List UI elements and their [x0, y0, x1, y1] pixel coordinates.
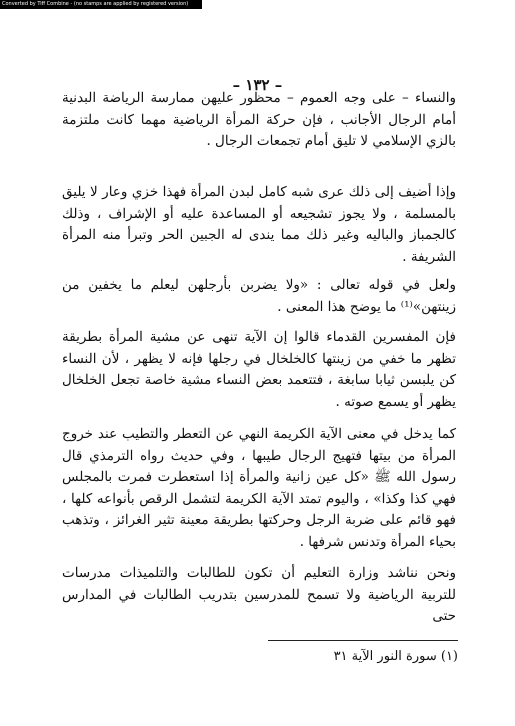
paragraph-2: وإذا أضيف إلى ذلك عرى شبه كامل لبدن المرأة فهذا خزي وعار لا يليق بالمسلمة ، ولا يجوز تشجيعه أو المساعدة عليه أو الإشراف ، وذلك كالجمباز والباليه وغير ذلك مما يندى له الجبين الحر وتبرأ منه المرأة الشريفة .	[62, 184, 456, 265]
converter-banner: Converted by Tiff Combine - (no stamps are applied by registered version)	[0, 0, 202, 9]
paragraph-6-wrap	[62, 563, 456, 628]
paragraph-5: كما يدخل في معنى الآية الكريمة النهي عن التعطر والتطيب عند خروج المرأة من بيتها فتهيج الرجال طيبها ، وفي حديث رواه الترمذي قال رسول الله ﷺ «كل عين زانية والمرأة إذا استعطرت فمرت بالمجلس فهي كذا وكذا» ، واليوم تمتد الآية الكريمة لتشمل الرقص بأنواعه كلها ، فهو قائم على ضربة الرجل وحركتها بطريقة معينة تثير الغرائز ، وتذهب بحياء المرأة وتدنس شرفها .	[62, 426, 456, 550]
paragraph-3: ولعل في قوله تعالى : «ولا يضربن بأرجلهن ليعلم ما يخفين من زينتهن»⁽¹⁾ ما يوضح هذا المعنى .	[62, 277, 456, 315]
paragraph-1: والنساء – على وجه العموم – محظور عليهن ممارسة الرياضة البدنية أمام الرجال الأجانب ، فإن حركة المرأة الرياضية مهما كانت ملتزمة بالزي الإسلامي لا تليق أمام تجمعات الرجال .	[62, 90, 456, 150]
paragraph-3-wrap	[62, 275, 456, 318]
footnote: (١) سورة النور الآية ٣١	[333, 649, 458, 664]
paragraph-5-wrap	[62, 424, 456, 554]
paragraph-4: فإن المفسرين القدماء قالوا إن الآية تنهى عن مشية المرأة بطريقة تظهر ما خفي من زينتها كالخلخال في رجلها فإنه لا يظهر ، لأن النساء كن يلبسن ثيابا سابغة ، فتتعمد بعض النساء مشية خاصة تجعل الخلخال يظهر أو يسمع صوته .	[62, 329, 456, 410]
page-number: – ١٣٢ –	[232, 76, 283, 94]
footnote-separator	[268, 640, 458, 641]
paragraph-6: ونحن نناشد وزارة التعليم أن تكون للطالبات والتلميذات مدرسات للتربية الرياضية ولا تسمح للمدرسين بتدريب الطالبات في المدارس حتى	[62, 565, 456, 625]
paragraph-1-wrap	[62, 88, 456, 153]
paragraph-2-wrap	[62, 182, 456, 268]
paragraph-4-wrap	[62, 327, 456, 413]
